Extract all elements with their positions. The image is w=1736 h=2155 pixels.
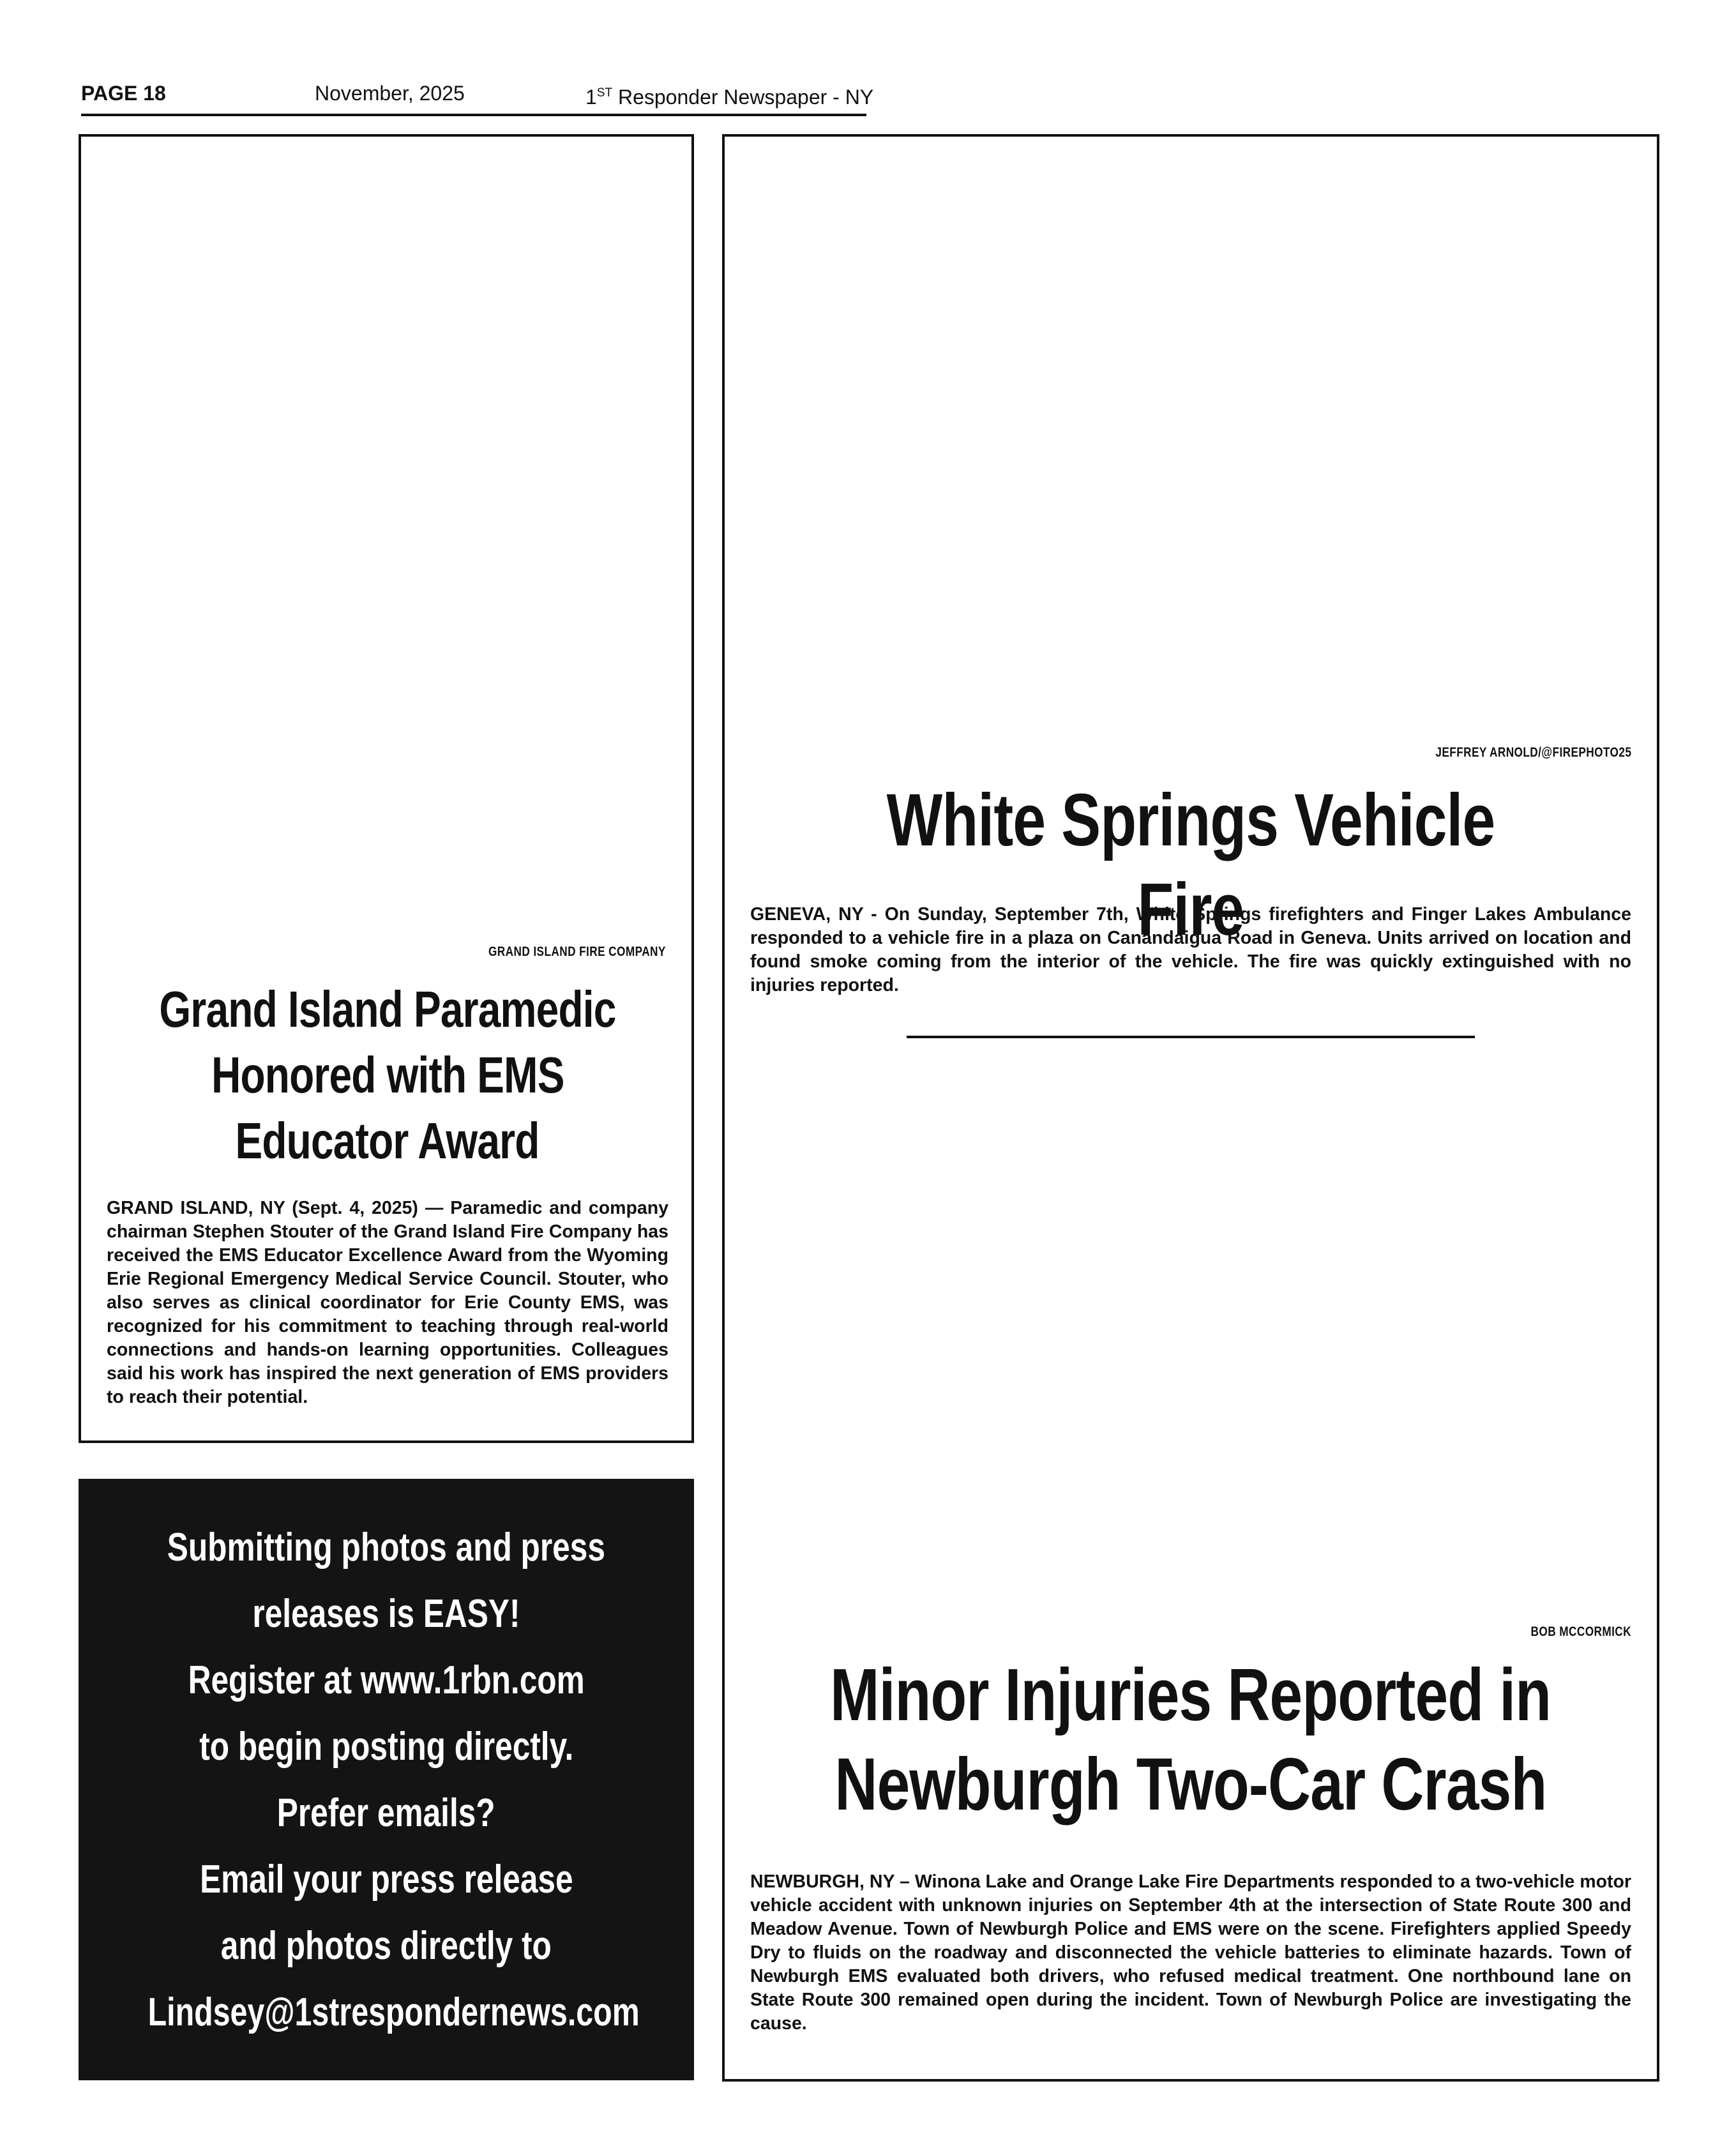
ad-line: Register at www.1rbn.com	[188, 1658, 585, 1702]
publication-superscript: ST	[596, 86, 613, 100]
publication-suffix: Responder Newspaper - NY	[612, 86, 874, 109]
submission-ad	[79, 1479, 694, 2080]
issue-date: November, 2025	[315, 82, 465, 105]
article-body: GRAND ISLAND, NY (Sept. 4, 2025) — Paramedic and company chairman Stephen Stouter of the Grand Island Fire Company has received the EMS Educator Excellence Award from the Wyoming Erie Regional Emergency Medical Service Council. Stouter, who also serves as clinical coordinator for Erie County EMS, was recognized for his commitment to teaching through real-world connections and hands-on learning opportunities. Colleagues said his work has inspired the next generation of EMS providers to reach their potential.	[107, 1198, 668, 1407]
photo-credit: BOB MCCORMICK	[1530, 1624, 1631, 1639]
ad-line: Email your press release	[199, 1857, 573, 1902]
article-headline	[100, 976, 675, 1174]
article-divider	[907, 1036, 1475, 1038]
article-body: NEWBURGH, NY – Winona Lake and Orange Lake Fire Departments responded to a two-vehicle motor vehicle accident with unknown injuries on September 4th at the intersection of State Route 300 and Meadow Avenue. Town of Newburgh Police and EMS were on the scene. Firefighters applied Speedy Dry to fluids on the roadway and disconnected the vehicle batteries to eliminate hazards. Town of Newburgh EMS evaluated both drivers, who refused medical treatment. One northbound lane on State Route 300 remained open during the incident. Town of Newburgh Police are investigating the cause.	[750, 1871, 1631, 2034]
ad-email: Lindsey@1strespondernews.com	[147, 1990, 640, 2034]
headline-line: Grand Island Paramedic	[159, 981, 616, 1038]
headline-line: Educator Award	[235, 1112, 540, 1169]
headline-line: Honored with EMS	[211, 1047, 564, 1103]
headline-line: Minor Injuries Reported in	[830, 1653, 1551, 1736]
ad-line: Prefer emails?	[277, 1791, 495, 1835]
grand-island-article	[79, 134, 694, 1443]
ad-line: releases is EASY!	[252, 1592, 520, 1636]
ad-line: Submitting photos and press	[167, 1525, 606, 1569]
ad-text	[79, 1515, 694, 2046]
publication-name	[585, 80, 873, 110]
photo-credit: GRAND ISLAND FIRE COMPANY	[488, 944, 666, 959]
grand-island-photo	[90, 146, 683, 937]
newburgh-photo	[734, 1050, 1648, 1618]
ad-line: to begin posting directly.	[199, 1725, 574, 1769]
photo-credit: JEFFREY ARNOLD/@FIREPHOTO25	[1435, 745, 1631, 760]
right-column-articles	[722, 134, 1659, 2082]
headline-line: White Springs Vehicle Fire	[886, 778, 1495, 951]
white-springs-photo	[734, 146, 1648, 743]
article-body: GENEVA, NY - On Sunday, September 7th, White Springs firefighters and Finger Lakes Ambulance responded to a vehicle fire in a plaza on Canandaigua Road in Geneva. Units arrived on location and found smoke coming from the interior of the vehicle. The fire was quickly extinguished with no injuries reported.	[750, 904, 1631, 995]
headline-line: Newburgh Two-Car Crash	[834, 1743, 1547, 1826]
ad-line: and photos directly to	[220, 1924, 552, 1968]
article-headline	[737, 1650, 1644, 1829]
publication-prefix: 1	[585, 86, 597, 109]
page-header	[81, 78, 874, 116]
page-number: PAGE 18	[81, 82, 166, 105]
